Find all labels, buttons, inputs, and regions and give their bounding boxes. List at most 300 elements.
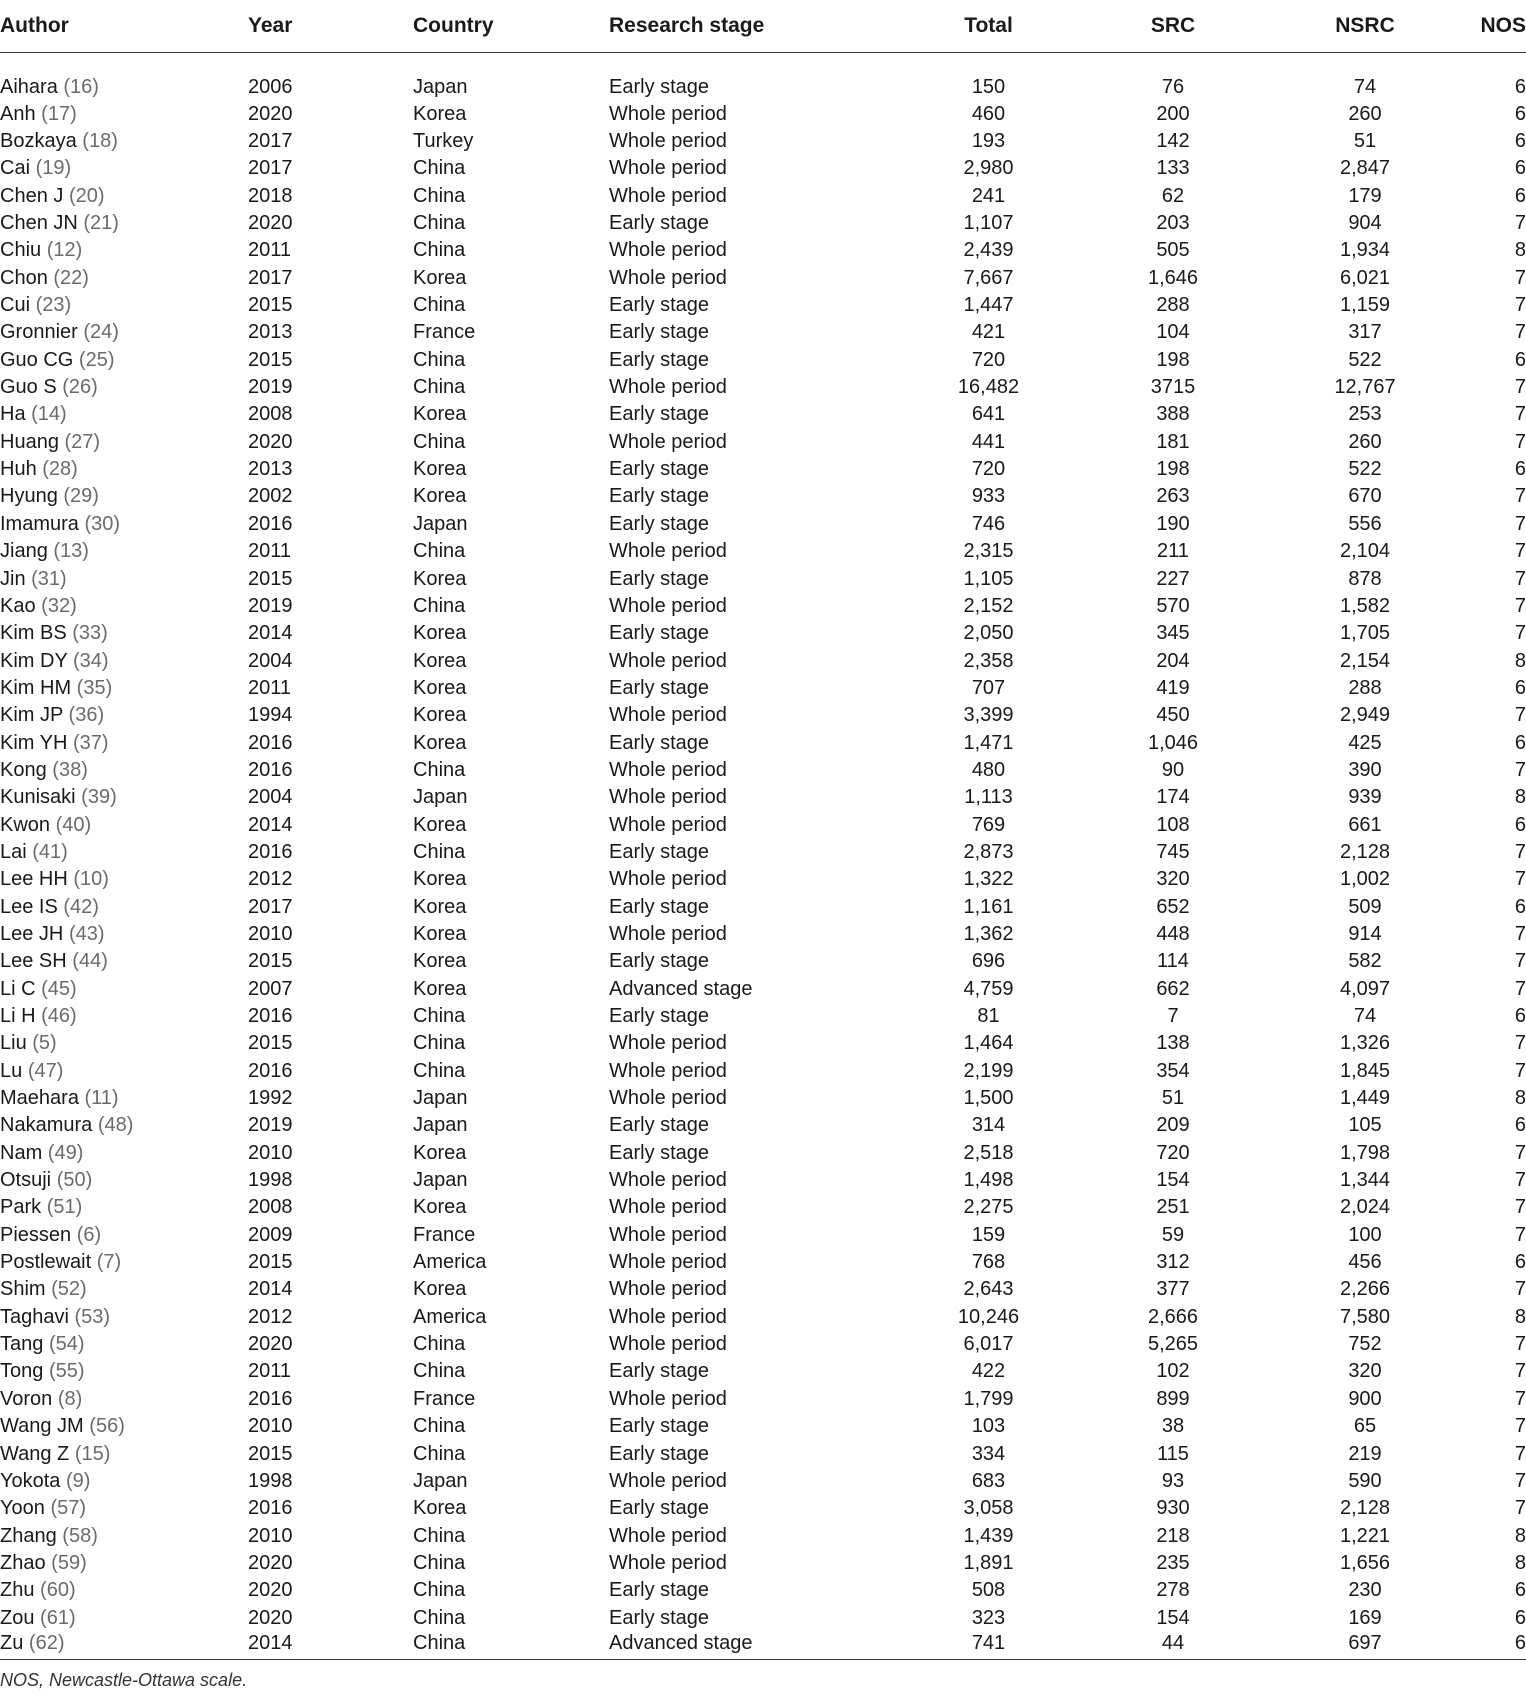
reference-number: (51): [46, 1196, 83, 1219]
author-name: Guo CG: [0, 348, 74, 371]
cell-country: China: [413, 758, 466, 781]
cell-src: 142: [1156, 130, 1190, 153]
author-name: Piessen: [0, 1223, 72, 1246]
cell-nsrc: 2,024: [1339, 1196, 1391, 1219]
cell-nsrc: 1,344: [1339, 1169, 1391, 1192]
cell-total: 1,362: [963, 922, 1014, 945]
cell-nsrc: 582: [1348, 950, 1382, 973]
author-name: Imamura: [0, 512, 79, 535]
cell-src: 5,265: [1147, 1333, 1199, 1356]
cell-nsrc: 509: [1348, 895, 1382, 918]
cell-nos: 8: [1514, 239, 1526, 262]
cell-country: Japan: [413, 512, 468, 535]
cell-nos: 7: [1514, 1278, 1526, 1301]
cell-src: 38: [1161, 1415, 1185, 1438]
cell-nos: 7: [1514, 840, 1526, 863]
cell-country: France: [413, 1387, 476, 1410]
cell-research-stage: Early stage: [609, 895, 710, 918]
cell-total: 1,161: [963, 895, 1014, 918]
author-name: Chon: [0, 266, 48, 289]
table-row: [0, 128, 1526, 155]
cell-total: 2,518: [963, 1141, 1014, 1164]
cell-nos: 6: [1514, 102, 1526, 125]
cell-year: 2011: [248, 239, 292, 262]
table-row: [0, 565, 1526, 592]
cell-country: China: [413, 1333, 466, 1356]
cell-author: [0, 210, 248, 237]
cell-nsrc: 1,845: [1339, 1059, 1391, 1082]
cell-year: 2019: [248, 376, 293, 399]
cell-nsrc: 1,705: [1339, 622, 1391, 645]
cell-src: 203: [1156, 212, 1190, 235]
reference-number: (22): [53, 266, 89, 289]
cell-year: 2010: [248, 1415, 293, 1438]
cell-year: 2014: [248, 1632, 413, 1659]
table-row: [0, 948, 1526, 975]
reference-number: (34): [72, 649, 109, 672]
reference-number: (30): [84, 512, 121, 535]
cell-author: [0, 374, 248, 401]
cell-total: 441: [971, 430, 1006, 453]
cell-src: 198: [1156, 348, 1190, 371]
author-name: Guo S: [0, 376, 57, 399]
cell-author: [0, 1522, 248, 1549]
cell-nos: 7: [1514, 868, 1526, 891]
author-name: Jin: [0, 567, 26, 590]
cell-src: 2,666: [1147, 1305, 1199, 1328]
reference-number: (14): [31, 403, 67, 426]
cell-total: 1,113: [964, 786, 1013, 809]
author-name: Lee SH: [0, 950, 67, 973]
cell-country: Japan: [413, 1169, 468, 1192]
cell-year: 2012: [248, 868, 293, 891]
table-row: [0, 1058, 1526, 1085]
cell-year: 2016: [248, 512, 293, 535]
table-row: [0, 647, 1526, 674]
table-footnote: NOS, Newcastle-Ottawa scale.: [0, 1670, 248, 1690]
cell-total: 933: [971, 485, 1006, 508]
cell-research-stage: Whole period: [609, 1059, 727, 1082]
cell-country: Korea: [413, 622, 467, 645]
author-name: Yokota: [0, 1469, 61, 1492]
cell-country: China: [413, 1551, 466, 1574]
table-row: [0, 620, 1526, 647]
cell-total: 193: [971, 130, 1006, 153]
cell-year: 2006: [248, 75, 293, 98]
author-name: Hyung: [0, 485, 58, 508]
cell-country: Japan: [413, 786, 468, 809]
cell-research-stage: Early stage: [609, 1360, 710, 1383]
cell-author: [0, 1331, 248, 1358]
reference-number: (39): [81, 786, 117, 809]
cell-author: [0, 1030, 248, 1057]
cell-year: 2014: [248, 1278, 293, 1301]
cell-country: Korea: [413, 868, 467, 891]
cell-total: 1,498: [963, 1169, 1014, 1192]
table-row: [0, 1632, 1526, 1659]
table-row: [0, 374, 1526, 401]
cell-src: 62: [1161, 184, 1185, 207]
table-row: [0, 729, 1526, 756]
cell-author: [0, 1112, 248, 1139]
cell-nos: 7: [1514, 376, 1526, 399]
reference-number: (49): [47, 1141, 84, 1164]
cell-year: 2002: [248, 485, 293, 508]
cell-author: [0, 483, 248, 510]
cell-src: 102: [1156, 1360, 1190, 1383]
cell-nsrc: 2,104: [1339, 540, 1391, 563]
cell-nos: 6: [1514, 813, 1526, 836]
cell-research-stage: Whole period: [609, 430, 727, 453]
cell-src: 930: [1156, 1497, 1190, 1520]
cell-country: Korea: [413, 458, 467, 481]
reference-number: (58): [62, 1524, 98, 1547]
cell-author: [0, 1058, 248, 1085]
cell-total: 6,017: [963, 1333, 1014, 1356]
author-name: Lee IS: [0, 895, 58, 918]
cell-nsrc: 7,580: [1339, 1305, 1391, 1328]
author-name: Chen J: [0, 184, 64, 207]
author-name: Lee HH: [0, 868, 68, 891]
cell-total: 2,050: [963, 622, 1014, 645]
table-row: [0, 511, 1526, 538]
author-name: Jiang: [0, 540, 48, 563]
cell-year: 1998: [248, 1169, 293, 1192]
cell-year: 2020: [248, 102, 293, 125]
cell-nos: 7: [1514, 594, 1526, 617]
cell-research-stage: Whole period: [609, 102, 727, 125]
cell-total: 2,152: [963, 594, 1014, 617]
cell-nos: 6: [1514, 184, 1526, 207]
cell-total: 1,322: [963, 868, 1014, 891]
cell-year: 2015: [248, 348, 293, 371]
cell-nos: 7: [1514, 1333, 1526, 1356]
author-name: Kim BS: [0, 622, 67, 645]
cell-country: China: [413, 184, 466, 207]
table-row: [0, 1495, 1526, 1522]
cell-nsrc: 6,021: [1339, 266, 1391, 289]
cell-src: 448: [1156, 922, 1190, 945]
cell-nsrc: 1,002: [1339, 868, 1391, 891]
cell-src: 44: [1069, 1632, 1261, 1659]
author-name: Nakamura: [0, 1114, 93, 1137]
cell-research-stage: Early stage: [609, 567, 710, 590]
cell-nsrc: 74: [1353, 1005, 1377, 1028]
table-row: [0, 1003, 1526, 1030]
cell-total: 741: [874, 1632, 1069, 1659]
cell-year: 2010: [248, 922, 293, 945]
cell-country: Japan: [413, 1087, 468, 1110]
cell-author: [0, 1550, 248, 1577]
cell-total: 150: [971, 75, 1006, 98]
cell-total: 2,873: [963, 840, 1014, 863]
cell-nos: 8: [1514, 1524, 1526, 1547]
cell-src: 154: [1156, 1606, 1190, 1629]
reference-number: (32): [41, 594, 77, 617]
author-name: Kwon: [0, 813, 51, 836]
cell-research-stage: Early stage: [609, 1442, 710, 1465]
table-row: [0, 1085, 1526, 1112]
cell-year: 2015: [248, 1251, 293, 1274]
cell-year: 2014: [248, 813, 293, 836]
cell-year: 2014: [248, 622, 293, 645]
cell-nsrc: 1,798: [1339, 1141, 1391, 1164]
cell-total: 4,759: [963, 977, 1014, 1000]
cell-author: [0, 1276, 248, 1303]
cell-author: [0, 811, 248, 838]
cell-research-stage: Early stage: [609, 212, 710, 235]
reference-number: (52): [51, 1278, 87, 1301]
cell-total: 323: [971, 1606, 1006, 1629]
cell-research-stage: Advanced stage: [609, 1632, 874, 1659]
reference-number: (28): [42, 458, 78, 481]
cell-src: 211: [1157, 540, 1189, 563]
cell-author: [0, 155, 248, 182]
cell-nos: 8: [1514, 786, 1526, 809]
cell-country: Korea: [413, 567, 467, 590]
cell-total: 103: [971, 1415, 1006, 1438]
cell-src: 76: [1161, 75, 1185, 98]
cell-nsrc: 670: [1348, 485, 1382, 508]
cell-research-stage: Whole period: [609, 868, 727, 891]
author-name: Lai: [0, 840, 27, 863]
cell-country: Korea: [413, 649, 467, 672]
cell-nos: 7: [1514, 1141, 1526, 1164]
cell-author: [0, 429, 248, 456]
cell-author: [0, 456, 248, 483]
table-row: [0, 675, 1526, 702]
cell-country: Korea: [413, 676, 467, 699]
author-name: Wang Z: [0, 1442, 70, 1465]
cell-nos: 7: [1514, 485, 1526, 508]
cell-year: 1998: [248, 1469, 293, 1492]
cell-nos: 7: [1514, 294, 1526, 317]
table-row: [0, 401, 1526, 428]
cell-author: [0, 347, 248, 374]
cell-author: [0, 1167, 248, 1194]
reference-number: (19): [35, 157, 72, 180]
cell-country: Korea: [413, 922, 467, 945]
table-row: [0, 210, 1526, 237]
cell-total: 1,439: [963, 1524, 1014, 1547]
reference-number: (25): [78, 348, 115, 371]
cell-total: 2,199: [963, 1059, 1014, 1082]
cell-research-stage: Early stage: [609, 1141, 710, 1164]
cell-nsrc: 260: [1348, 102, 1382, 125]
author-name: Zu: [0, 1632, 24, 1655]
cell-src: 227: [1156, 567, 1190, 590]
cell-author: [0, 183, 248, 210]
cell-src: 377: [1156, 1278, 1190, 1301]
cell-year: 2015: [248, 1442, 293, 1465]
cell-author: [0, 1304, 248, 1331]
cell-country: Korea: [413, 977, 467, 1000]
cell-src: 278: [1156, 1579, 1190, 1602]
cell-year: 2020: [248, 430, 293, 453]
cell-country: Japan: [413, 1469, 468, 1492]
cell-country: China: [413, 212, 466, 235]
cell-nos: 6: [1514, 130, 1526, 153]
cell-total: 159: [971, 1223, 1006, 1246]
cell-nsrc: 65: [1353, 1415, 1377, 1438]
header-research-stage: Research stage: [609, 0, 874, 52]
author-name: Chiu: [0, 239, 42, 262]
cell-nsrc: 522: [1348, 458, 1382, 481]
author-name: Taghavi: [0, 1305, 69, 1328]
cell-nos: 7: [1514, 1059, 1526, 1082]
author-name: Chen JN: [0, 212, 78, 235]
cell-total: 16,482: [957, 376, 1020, 399]
cell-country: China: [413, 1005, 466, 1028]
cell-research-stage: Early stage: [609, 1497, 710, 1520]
cell-nsrc: 556: [1348, 512, 1382, 535]
cell-country: China: [413, 1524, 466, 1547]
cell-nsrc: 2,949: [1339, 704, 1391, 727]
cell-src: 190: [1156, 512, 1190, 535]
cell-year: 2011: [248, 676, 292, 699]
cell-nsrc: 904: [1348, 212, 1382, 235]
cell-author: [0, 1140, 248, 1167]
cell-nos: 7: [1514, 1442, 1526, 1465]
cell-author: [0, 1413, 248, 1440]
reference-number: (53): [74, 1305, 111, 1328]
cell-year: 2009: [248, 1223, 293, 1246]
cell-total: 1,107: [963, 212, 1014, 235]
cell-author: [0, 1194, 248, 1221]
author-name: Voron: [0, 1387, 53, 1410]
reference-number: (56): [89, 1415, 125, 1438]
cell-year: 2016: [248, 1497, 293, 1520]
table-row: [0, 265, 1526, 292]
table-row: [0, 1386, 1526, 1413]
cell-author: [0, 647, 248, 674]
cell-nos: 8: [1514, 1087, 1526, 1110]
cell-research-stage: Whole period: [609, 1223, 727, 1246]
author-name: Huang: [0, 430, 59, 453]
cell-src: 505: [1156, 239, 1190, 262]
cell-author: [0, 1604, 248, 1631]
reference-number: (17): [41, 102, 77, 125]
author-name: Aihara: [0, 75, 58, 98]
cell-year: 2013: [248, 321, 293, 344]
cell-nsrc: 1,326: [1339, 1032, 1391, 1055]
cell-year: 2004: [248, 649, 293, 672]
cell-src: 345: [1156, 622, 1190, 645]
reference-number: (57): [50, 1497, 87, 1520]
cell-author: [0, 1386, 248, 1413]
table-row: [0, 1468, 1526, 1495]
cell-author: [0, 593, 248, 620]
cell-nsrc: 2,128: [1339, 840, 1391, 863]
cell-src: 652: [1156, 895, 1190, 918]
cell-author: [0, 401, 248, 428]
table-row: [0, 483, 1526, 510]
author-name: Shim: [0, 1278, 46, 1301]
cell-year: 2013: [248, 458, 293, 481]
cell-nos: 6: [1514, 1606, 1526, 1629]
table-row: [0, 1140, 1526, 1167]
cell-research-stage: Whole period: [609, 758, 727, 781]
table-row: [0, 1112, 1526, 1139]
cell-author: [0, 565, 248, 592]
cell-src: 7: [1167, 1005, 1179, 1028]
cell-total: 1,799: [963, 1387, 1014, 1410]
cell-nos: 7: [1514, 567, 1526, 590]
cell-src: 450: [1156, 704, 1190, 727]
table-row: [0, 866, 1526, 893]
cell-country: China: [413, 1415, 466, 1438]
cell-year: 2016: [248, 758, 293, 781]
table-row: [0, 893, 1526, 920]
cell-src: 59: [1161, 1223, 1185, 1246]
author-name: Otsuji: [0, 1169, 52, 1192]
author-name: Zhao: [0, 1551, 46, 1574]
author-name: Wang JM: [0, 1415, 84, 1438]
table-row: [0, 593, 1526, 620]
cell-year: 2017: [248, 157, 293, 180]
cell-src: 288: [1156, 294, 1190, 317]
header-src: SRC: [1069, 0, 1261, 52]
cell-nsrc: 320: [1348, 1360, 1382, 1383]
table-row: [0, 183, 1526, 210]
cell-src: 204: [1156, 649, 1190, 672]
cell-total: 480: [971, 758, 1006, 781]
cell-nsrc: 253: [1348, 403, 1382, 426]
cell-author: [0, 757, 248, 784]
cell-year: 2015: [248, 950, 293, 973]
cell-src: 312: [1156, 1251, 1190, 1274]
cell-research-stage: Early stage: [609, 294, 710, 317]
reference-number: (35): [76, 676, 113, 699]
cell-research-stage: Advanced stage: [609, 977, 753, 1000]
reference-number: (44): [72, 950, 108, 973]
cell-src: 209: [1156, 1114, 1190, 1137]
cell-year: 2018: [248, 184, 293, 207]
cell-src: 115: [1157, 1442, 1189, 1465]
cell-country: Korea: [413, 1196, 467, 1219]
author-name: Kong: [0, 758, 47, 781]
cell-author: [0, 511, 248, 538]
author-name: Liu: [0, 1032, 27, 1055]
cell-year: 2017: [248, 895, 293, 918]
cell-country: Korea: [413, 731, 467, 754]
author-name: Li H: [0, 1005, 36, 1028]
cell-nos: 7: [1514, 977, 1526, 1000]
reference-number: (43): [68, 922, 105, 945]
reference-number: (11): [84, 1087, 119, 1110]
cell-nsrc: 900: [1348, 1387, 1382, 1410]
reference-number: (18): [82, 130, 118, 153]
cell-total: 422: [971, 1360, 1006, 1383]
author-name: Kim JP: [0, 704, 63, 727]
cell-research-stage: Whole period: [609, 1333, 727, 1356]
cell-year: 2017: [248, 266, 293, 289]
author-name: Postlewait: [0, 1251, 92, 1274]
cell-country: Korea: [413, 266, 467, 289]
table-row: [0, 839, 1526, 866]
table-row: [0, 237, 1526, 264]
cell-country: Korea: [413, 1278, 467, 1301]
cell-nos: 8: [1514, 1551, 1526, 1574]
header-row: [0, 0, 1526, 52]
cell-country: China: [413, 1632, 609, 1659]
author-name: Li C: [0, 977, 36, 1000]
author-name: Bozkaya: [0, 130, 77, 153]
cell-country: China: [413, 294, 466, 317]
cell-author: [0, 319, 248, 346]
cell-total: 334: [971, 1442, 1006, 1465]
cell-total: 3,399: [963, 704, 1014, 727]
